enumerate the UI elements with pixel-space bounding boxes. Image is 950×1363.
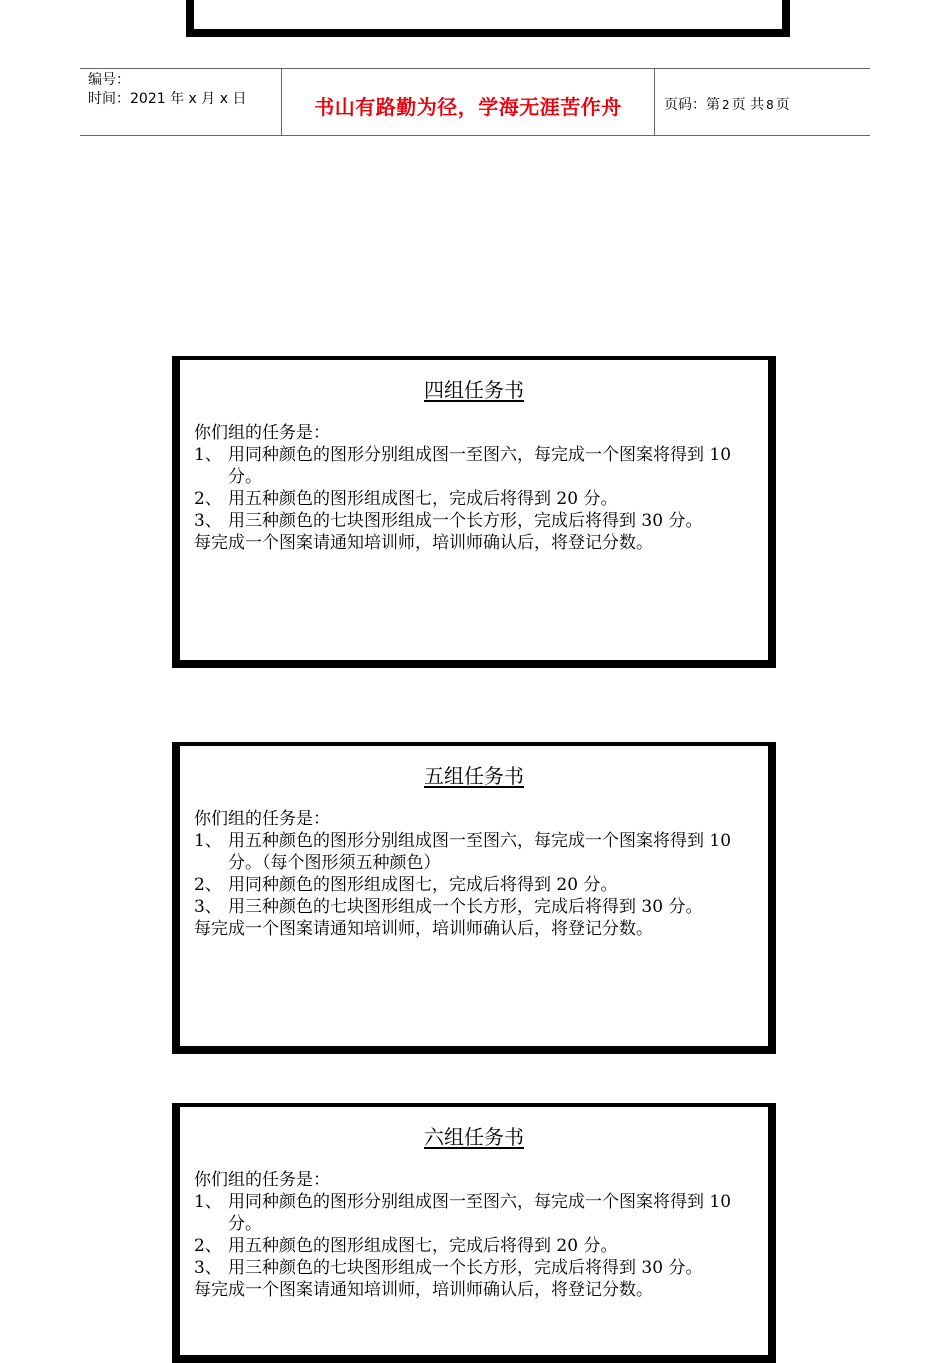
item-number: 1、 — [194, 445, 222, 465]
task-item — [194, 488, 764, 510]
task-box-group-5 — [172, 742, 776, 1054]
task-footer: 每完成一个图案请通知培训师，培训师确认后，将登记分数。 — [194, 919, 653, 939]
motto: 书山有路勤为径，学海无涯苦作舟 — [314, 95, 622, 119]
item-number: 2、 — [194, 489, 222, 509]
page-mid: 页 共 — [731, 97, 765, 113]
page-total: 8 — [766, 98, 774, 112]
previous-task-box — [186, 0, 790, 37]
task-body — [194, 422, 764, 554]
page-suffix: 页 — [775, 97, 790, 113]
item-text: 用三种颜色的七块图形组成一个长方形，完成后将得到 30 分。 — [228, 1258, 703, 1278]
item-number: 2、 — [194, 875, 222, 895]
item-text: 用五种颜色的图形组成图七，完成后将得到 20 分。 — [228, 489, 618, 509]
page-prefix: 页码：第 — [664, 97, 720, 113]
item-number: 2、 — [194, 1236, 222, 1256]
task-item — [194, 896, 764, 918]
task-box-group-4 — [172, 356, 776, 668]
number-label: 编号： — [88, 72, 130, 88]
item-text: 用五种颜色的图形组成图七，完成后将得到 20 分。 — [228, 1236, 618, 1256]
task-title: 四组任务书 — [424, 378, 524, 402]
task-title: 五组任务书 — [424, 764, 524, 788]
task-item — [194, 510, 764, 532]
item-number: 1、 — [194, 1192, 222, 1212]
task-item — [194, 1235, 764, 1257]
header-divider — [654, 69, 655, 135]
item-text: 用三种颜色的七块图形组成一个长方形，完成后将得到 30 分。 — [228, 897, 703, 917]
task-item — [194, 874, 764, 896]
task-footer: 每完成一个图案请通知培训师，培训师确认后，将登记分数。 — [194, 533, 653, 553]
task-intro: 你们组的任务是： — [194, 423, 330, 443]
item-text: 用同种颜色的图形分别组成图一至图六，每完成一个图案将得到 10 分。 — [228, 445, 732, 487]
item-text: 用三种颜色的七块图形组成一个长方形，完成后将得到 30 分。 — [228, 511, 703, 531]
item-number: 3、 — [194, 897, 222, 917]
task-item — [194, 444, 764, 488]
item-text: 用同种颜色的图形分别组成图一至图六，每完成一个图案将得到 10 分。 — [228, 1192, 732, 1234]
task-intro: 你们组的任务是： — [194, 1170, 330, 1190]
item-number: 3、 — [194, 1258, 222, 1278]
item-text: 用同种颜色的图形组成图七，完成后将得到 20 分。 — [228, 875, 618, 895]
task-title: 六组任务书 — [424, 1125, 524, 1149]
task-body — [194, 808, 764, 940]
item-number: 1、 — [194, 831, 222, 851]
task-intro: 你们组的任务是： — [194, 809, 330, 829]
item-number: 3、 — [194, 511, 222, 531]
task-item — [194, 830, 764, 874]
item-text: 用五种颜色的图形分别组成图一至图六，每完成一个图案将得到 10 分。（每个图形须五种颜色） — [228, 831, 732, 873]
task-item — [194, 1257, 764, 1279]
time-label: 时间：2021 年 x 月 x 日 — [88, 91, 247, 107]
task-box-group-6 — [172, 1103, 776, 1363]
task-item — [194, 1191, 764, 1235]
document-meta — [88, 71, 278, 109]
task-body — [194, 1169, 764, 1301]
page-number — [664, 94, 790, 114]
page-header — [80, 68, 870, 136]
page-current: 2 — [722, 98, 730, 112]
task-footer: 每完成一个图案请通知培训师，培训师确认后，将登记分数。 — [194, 1280, 653, 1300]
